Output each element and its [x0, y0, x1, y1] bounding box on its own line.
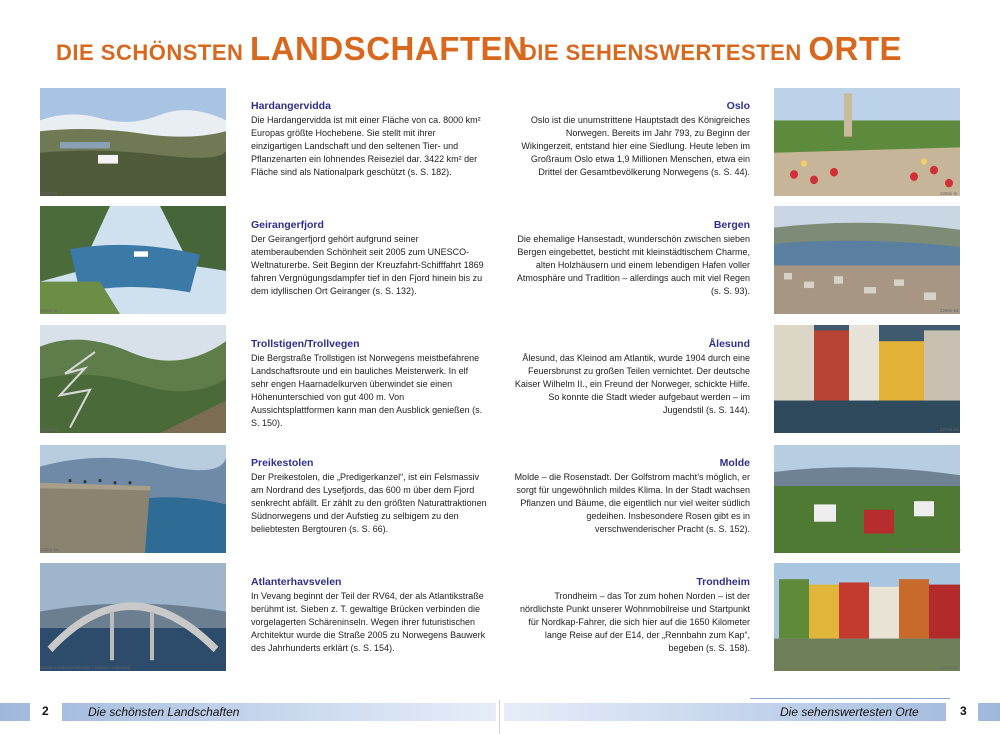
trondheim-photo	[774, 563, 960, 671]
entry-hardangervidda	[251, 100, 487, 179]
entry-text: Der Geirangerfjord gehört aufgrund seiner atemberaubenden Schönheit seit 2005 zum UNESCO-Weltnaturerbe. Seit Beginn der Kreuzfahrt-Schifffahrt 1869 fahren Vergnügungsdampfer tief in den Fjord hinein bis zu dem idyllischen Ort Geiranger (s. S. 132).	[251, 234, 484, 296]
page-number-left: 2	[42, 704, 49, 718]
entry-atlanterhavsvelen	[251, 576, 487, 655]
molde-photo	[774, 445, 960, 553]
entry-title: Bergen	[713, 219, 750, 231]
photo-credit: 223mi-le	[40, 308, 58, 313]
oslo-photo	[774, 88, 960, 196]
entry-title: Oslo	[726, 100, 750, 112]
right-heading-small: DIE SEHENSWERTESTEN	[520, 40, 809, 65]
footer-label-right: Die sehenswertesten Orte	[780, 705, 919, 719]
alesund-photo	[774, 325, 960, 433]
footer-band-right	[504, 703, 1000, 721]
entry-bergen	[514, 219, 750, 298]
entry-preikestolen	[251, 457, 487, 536]
footer-rule	[750, 698, 950, 699]
entry-trollstigen	[251, 338, 487, 430]
geirangerfjord-photo	[40, 206, 226, 314]
entry-text: Molde – die Rosenstadt. Der Golfstrom macht’s möglich, er sorgt für ungewöhnlich mildes Klima. In der Stadt wachsen Pflanzen und Bäume, die eigentlich nur viel weiter südlich gedeihen. Insbesondere Rosen gibt es in verschwenderischer Pracht (s. S. 152).	[514, 472, 750, 534]
left-heading-big: LANDSCHAFTEN	[250, 30, 528, 67]
gutter-divider	[499, 700, 500, 734]
entry-title: Preikestolen	[251, 457, 314, 469]
entry-title: Molde	[719, 457, 750, 469]
preikestolen-photo	[40, 445, 226, 553]
photo-credit: 175mi-kd	[40, 547, 59, 552]
entry-text: Ålesund, das Kleinod am Atlantik, wurde 1904 durch eine Feuersbrunst zu großen Teilen vernichtet. Der deutsche Kaiser Wilhelm II., ein Freund der Norweger, schickte Hilfe. So konnte die Stadt wieder aufgebaut werden – im Jugendstil (s. S. 144).	[514, 353, 750, 415]
entry-text: Oslo ist die unumstrittene Hauptstadt des Königreiches Norwegen. Bereits im Jahr 793, zu Beginn der Wikingerzeit, entstand hier eine Siedlung. Heute leben im Großraum Oslo etwa 1,9 Millionen Menschen, etwa ein Drittel der Gesamtbevölkerung Norwegens (s. S. 44).	[521, 115, 750, 177]
entry-title: Geirangerfjord	[251, 219, 324, 231]
photo-credit: 231mi-le	[940, 665, 958, 670]
entry-title: Ålesund	[708, 338, 750, 350]
entry-text: Die Hardangervidda ist mit einer Fläche von ca. 8000 km² Europas größte Hochebene. Sie stellt mit ihrer einzigartigen Landschaft und den seltenen Tier- und Pflanzenarten ein lohnendes Reiseziel dar. 3422 km² der Fläche sind als Nationalpark geschützt (s. S. 182).	[251, 115, 481, 177]
photo-credit: 224mi-nordnorsk Reiseliv / Statens vegvesen	[40, 665, 131, 670]
entry-title: Hardangervidda	[251, 100, 331, 112]
left-page-heading	[56, 30, 527, 80]
entry-oslo	[514, 100, 750, 179]
photo-credit: 227mi-kd	[940, 427, 959, 432]
entry-alesund	[514, 338, 750, 417]
footer-band-left	[0, 703, 496, 721]
page-number-right: 3	[960, 704, 967, 718]
atlanterhavsvelen-photo	[40, 563, 226, 671]
bergen-photo	[774, 206, 960, 314]
photo-credit: 225mi-le	[940, 191, 958, 196]
entry-title: Atlanterhavsvelen	[251, 576, 342, 588]
right-page-heading	[521, 30, 902, 80]
entry-text: Der Preikestolen, die „Predigerkanzel“, ist ein Felsmassiv am Nordrand des Lysefjords, das 600 m über dem Fjord senkrecht abfällt. Er zählt zu den größten Naturattraktionen Südnorwegens und der Aufstieg zu selbigem zu den beliebtesten Bergtouren (s. S. 66).	[251, 472, 487, 534]
entry-text: Trondheim – das Tor zum hohen Norden – ist der nördlichste Punkt unserer Wohnmobilreise und Startpunkt für Nordkap-Fahrer, die sich hier auf die 1650 Kilometer lange Reise auf der E14, der „Rennbahn zum Kap“, begeben (s. S. 158).	[520, 591, 750, 653]
right-heading-big: ORTE	[808, 30, 902, 67]
hardangervidda-photo	[40, 88, 226, 196]
entry-title: Trollstigen/Trollvegen	[251, 338, 360, 350]
photo-credit: 221mi-le	[40, 191, 58, 196]
entry-geirangerfjord	[251, 219, 487, 298]
photo-credit: 222mi-kd	[40, 427, 59, 432]
entry-text: In Vevang beginnt der Teil der RV64, der als Atlantikstraße berühmt ist. Sieben z. T. gewaltige Brücken verbinden die vorgelagerten Schäreninseln. Wegen ihrer futuristischen Architektur wurde die Straße 2005 zu Norwegens Bauwerk des Jahrhunderts erklärt (s. S. 154).	[251, 591, 486, 653]
entry-trondheim	[514, 576, 750, 655]
photo-credit: 226mi-kd	[940, 308, 959, 313]
photo-credit: 230mo-sni/Regina - stock.adobe.com	[886, 547, 961, 552]
entry-text: Die ehemalige Hansestadt, wunderschön zwischen sieben Bergen eingebettet, besticht mit kleinstädtischem Charme, alten Holzhäusern und einem lebendigen Hafen voller Atmosphäre und Tradition – allerdings auch mit viel Regen (s. S. 93).	[516, 234, 750, 296]
trollstigen-photo	[40, 325, 226, 433]
entry-text: Die Bergstraße Trollstigen ist Norwegens meistbefahrene Landschaftsroute und ein bauliches Meisterwerk. In elf sehr engen Haarnadelkurven überwindet sie einen Höhenunterschied von gut 400 m. Von Aussichtsplattformen kann man den Ausblick genießen (s. S. 150).	[251, 353, 483, 428]
footer-label-left: Die schönsten Landschaften	[88, 705, 240, 719]
entry-title: Trondheim	[696, 576, 750, 588]
entry-molde	[514, 457, 750, 536]
left-heading-small: DIE SCHÖNSTEN	[56, 40, 251, 65]
